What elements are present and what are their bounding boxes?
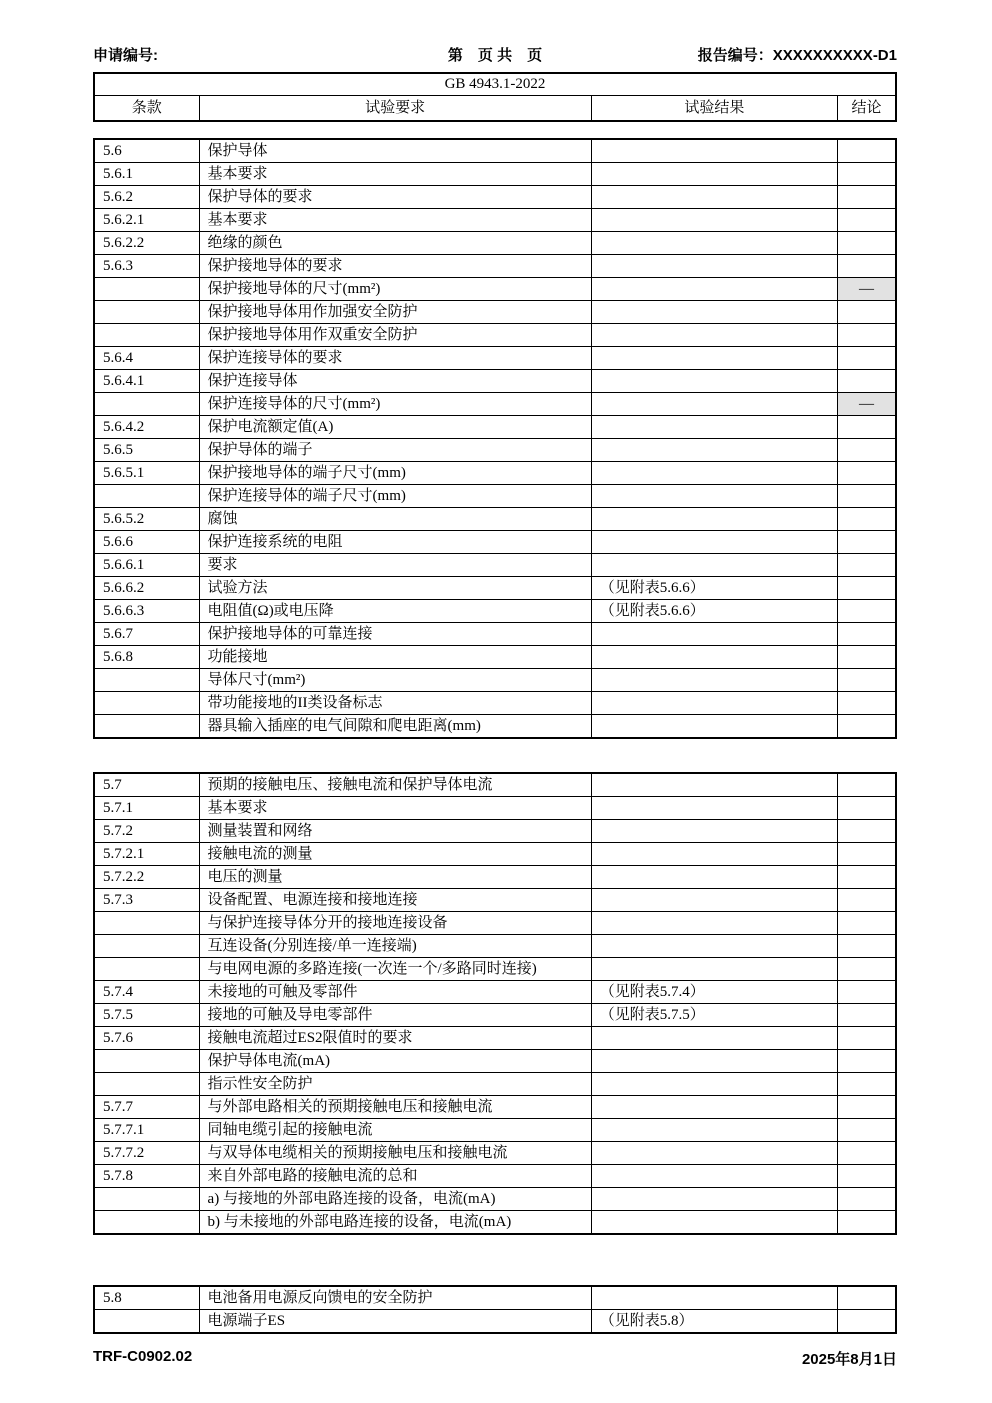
requirement-cell: 导体尺寸(mm²)	[199, 669, 591, 692]
clause-cell: 5.6.2	[94, 186, 199, 209]
verdict-cell: —	[837, 278, 896, 301]
clause-cell: 5.6.2.2	[94, 232, 199, 255]
clause-cell: 5.6	[94, 139, 199, 163]
table-row	[94, 163, 896, 186]
result-cell	[591, 163, 837, 186]
clause-cell	[94, 1211, 199, 1235]
clause-cell: 5.6.6	[94, 531, 199, 554]
verdict-cell	[837, 347, 896, 370]
application-number-label: 申请编号:	[93, 44, 158, 65]
requirement-cell: 电压的测量	[199, 866, 591, 889]
result-cell	[591, 1027, 837, 1050]
verdict-cell	[837, 1004, 896, 1027]
requirement-cell: 腐蚀	[199, 508, 591, 531]
result-cell	[591, 958, 837, 981]
table-row	[94, 1004, 896, 1027]
clause-cell: 5.6.4.2	[94, 416, 199, 439]
requirement-cell: 接触电流超过ES2限值时的要求	[199, 1027, 591, 1050]
result-cell	[591, 1142, 837, 1165]
table-row	[94, 1310, 896, 1334]
table-row	[94, 1286, 896, 1310]
verdict-cell	[837, 958, 896, 981]
result-cell	[591, 1286, 837, 1310]
table-header-block	[93, 72, 897, 122]
table-row	[94, 439, 896, 462]
result-cell	[591, 669, 837, 692]
table-row	[94, 935, 896, 958]
verdict-cell	[837, 163, 896, 186]
table-row	[94, 508, 896, 531]
result-cell	[591, 301, 837, 324]
requirement-cell: 与电网电源的多路连接(一次连一个/多路同时连接)	[199, 958, 591, 981]
requirement-cell: 器具输入插座的电气间隙和爬电距离(mm)	[199, 715, 591, 739]
clause-cell: 5.6.6.3	[94, 600, 199, 623]
requirement-cell: 绝缘的颜色	[199, 232, 591, 255]
table-row	[94, 416, 896, 439]
requirement-cell: 保护连接导体	[199, 370, 591, 393]
table-row	[94, 669, 896, 692]
clause-cell: 5.7.8	[94, 1165, 199, 1188]
verdict-cell	[837, 1286, 896, 1310]
result-cell	[591, 1073, 837, 1096]
requirement-cell: 与外部电路相关的预期接触电压和接触电流	[199, 1096, 591, 1119]
verdict-cell	[837, 600, 896, 623]
result-cell	[591, 1119, 837, 1142]
table-row	[94, 600, 896, 623]
requirement-cell: 与双导体电缆相关的预期接触电压和接触电流	[199, 1142, 591, 1165]
clause-cell	[94, 715, 199, 739]
table-row	[94, 623, 896, 646]
clause-cell	[94, 692, 199, 715]
table-row	[94, 255, 896, 278]
requirement-cell: 保护导体	[199, 139, 591, 163]
result-cell	[591, 347, 837, 370]
requirement-cell: 测量装置和网络	[199, 820, 591, 843]
requirement-cell: 接地的可触及导电零部件	[199, 1004, 591, 1027]
result-cell: （见附表5.8）	[591, 1310, 837, 1334]
result-cell	[591, 692, 837, 715]
table-row	[94, 889, 896, 912]
verdict-cell	[837, 255, 896, 278]
table-row	[94, 843, 896, 866]
clause-cell: 5.8	[94, 1286, 199, 1310]
clause-cell: 5.6.5	[94, 439, 199, 462]
clause-cell	[94, 485, 199, 508]
requirement-cell: 保护接地导体用作加强安全防护	[199, 301, 591, 324]
table-row	[94, 1165, 896, 1188]
verdict-cell	[837, 324, 896, 347]
table-row	[94, 1027, 896, 1050]
verdict-cell	[837, 416, 896, 439]
clause-cell: 5.6.4	[94, 347, 199, 370]
verdict-cell	[837, 912, 896, 935]
verdict-cell	[837, 186, 896, 209]
verdict-cell	[837, 139, 896, 163]
requirement-cell: 保护连接导体的要求	[199, 347, 591, 370]
result-cell	[591, 416, 837, 439]
verdict-cell: —	[837, 393, 896, 416]
clause-cell	[94, 393, 199, 416]
result-cell	[591, 646, 837, 669]
clause-cell: 5.6.4.1	[94, 370, 199, 393]
verdict-cell	[837, 462, 896, 485]
table-row	[94, 692, 896, 715]
requirement-cell: 电阻值(Ω)或电压降	[199, 600, 591, 623]
report-date: 2025年8月1日	[801, 1351, 897, 1368]
requirement-cell: 与保护连接导体分开的接地连接设备	[199, 912, 591, 935]
result-cell	[591, 1211, 837, 1235]
requirement-cell: 要求	[199, 554, 591, 577]
table-row	[94, 139, 896, 163]
result-cell	[591, 508, 837, 531]
section-table-5-8	[93, 1285, 897, 1334]
table-row	[94, 301, 896, 324]
clause-cell: 5.6.3	[94, 255, 199, 278]
table-row	[94, 209, 896, 232]
clause-cell: 5.7.7.1	[94, 1119, 199, 1142]
result-cell	[591, 278, 837, 301]
result-cell	[591, 209, 837, 232]
requirement-cell: 基本要求	[199, 209, 591, 232]
requirement-cell: 预期的接触电压、接触电流和保护导体电流	[199, 773, 591, 797]
result-cell	[591, 843, 837, 866]
table-row	[94, 1142, 896, 1165]
result-cell	[591, 186, 837, 209]
result-cell	[591, 232, 837, 255]
clause-cell	[94, 301, 199, 324]
verdict-cell	[837, 1142, 896, 1165]
result-cell	[591, 797, 837, 820]
requirement-cell: 保护接地导体的要求	[199, 255, 591, 278]
verdict-cell	[837, 1165, 896, 1188]
result-cell	[591, 623, 837, 646]
clause-cell: 5.7.6	[94, 1027, 199, 1050]
clause-cell	[94, 324, 199, 347]
table-row	[94, 186, 896, 209]
clause-cell: 5.7.3	[94, 889, 199, 912]
requirement-cell: 保护接地导体的可靠连接	[199, 623, 591, 646]
page-footer	[93, 1348, 897, 1369]
requirement-cell: 保护连接系统的电阻	[199, 531, 591, 554]
result-cell	[591, 1165, 837, 1188]
table-row	[94, 1211, 896, 1235]
result-cell	[591, 820, 837, 843]
clause-cell: 5.7.2.2	[94, 866, 199, 889]
clause-cell	[94, 912, 199, 935]
clause-cell: 5.6.5.1	[94, 462, 199, 485]
requirement-cell: 试验方法	[199, 577, 591, 600]
column-header-verdict: 结论	[837, 96, 896, 122]
verdict-cell	[837, 692, 896, 715]
table-row	[94, 278, 896, 301]
clause-cell: 5.6.6.2	[94, 577, 199, 600]
requirement-cell: 指示性安全防护	[199, 1073, 591, 1096]
requirement-cell: 保护导体的端子	[199, 439, 591, 462]
table-row	[94, 1188, 896, 1211]
verdict-cell	[837, 508, 896, 531]
clause-cell: 5.7.5	[94, 1004, 199, 1027]
clause-cell: 5.7.1	[94, 797, 199, 820]
table-row	[94, 981, 896, 1004]
table-row	[94, 370, 896, 393]
requirement-cell: 未接地的可触及零部件	[199, 981, 591, 1004]
result-cell: （见附表5.6.6）	[591, 600, 837, 623]
result-cell	[591, 139, 837, 163]
result-cell	[591, 485, 837, 508]
verdict-cell	[837, 1119, 896, 1142]
table-row	[94, 1050, 896, 1073]
result-cell	[591, 773, 837, 797]
verdict-cell	[837, 485, 896, 508]
requirement-cell: 保护接地导体的尺寸(mm²)	[199, 278, 591, 301]
column-header-clause: 条款	[94, 96, 199, 122]
result-cell: （见附表5.6.6）	[591, 577, 837, 600]
result-cell	[591, 393, 837, 416]
requirement-cell: 保护接地导体的端子尺寸(mm)	[199, 462, 591, 485]
column-header-result: 试验结果	[591, 96, 837, 122]
verdict-cell	[837, 1073, 896, 1096]
table-row	[94, 797, 896, 820]
requirement-cell: 保护导体电流(mA)	[199, 1050, 591, 1073]
clause-cell: 5.6.1	[94, 163, 199, 186]
table-row	[94, 912, 896, 935]
clause-cell	[94, 935, 199, 958]
column-header-row	[94, 96, 896, 122]
verdict-cell	[837, 715, 896, 739]
table-row	[94, 820, 896, 843]
clause-cell: 5.6.2.1	[94, 209, 199, 232]
clause-cell: 5.6.8	[94, 646, 199, 669]
verdict-cell	[837, 623, 896, 646]
result-cell	[591, 462, 837, 485]
requirement-cell: 保护导体的要求	[199, 186, 591, 209]
requirement-cell: 基本要求	[199, 797, 591, 820]
result-cell	[591, 935, 837, 958]
table-row	[94, 715, 896, 739]
verdict-cell	[837, 531, 896, 554]
requirement-cell: 电源端子ES	[199, 1310, 591, 1334]
result-cell	[591, 255, 837, 278]
verdict-cell	[837, 820, 896, 843]
verdict-cell	[837, 370, 896, 393]
clause-cell: 5.6.6.1	[94, 554, 199, 577]
table-row	[94, 866, 896, 889]
result-cell	[591, 912, 837, 935]
result-cell	[591, 370, 837, 393]
clause-cell: 5.6.7	[94, 623, 199, 646]
table-row	[94, 646, 896, 669]
requirement-cell: 同轴电缆引起的接触电流	[199, 1119, 591, 1142]
result-cell	[591, 554, 837, 577]
verdict-cell	[837, 1211, 896, 1235]
requirement-cell: 保护连接导体的尺寸(mm²)	[199, 393, 591, 416]
result-cell	[591, 1050, 837, 1073]
verdict-cell	[837, 1050, 896, 1073]
table-row	[94, 577, 896, 600]
clause-cell	[94, 958, 199, 981]
table-row	[94, 958, 896, 981]
requirement-cell: b) 与未接地的外部电路连接的设备，电流(mA)	[199, 1211, 591, 1235]
standard-title: GB 4943.1-2022	[94, 73, 896, 96]
section-table-5-7	[93, 772, 897, 1235]
section-table-5-6	[93, 138, 897, 739]
page-number-label: 第 页 共 页	[447, 47, 543, 64]
clause-cell	[94, 1188, 199, 1211]
clause-cell: 5.7	[94, 773, 199, 797]
table-row	[94, 1096, 896, 1119]
requirement-cell: a) 与接地的外部电路连接的设备，电流(mA)	[199, 1188, 591, 1211]
requirement-cell: 来自外部电路的接触电流的总和	[199, 1165, 591, 1188]
clause-cell: 5.7.7	[94, 1096, 199, 1119]
clause-cell	[94, 278, 199, 301]
requirement-cell: 保护接地导体用作双重安全防护	[199, 324, 591, 347]
result-cell: （见附表5.7.4）	[591, 981, 837, 1004]
requirement-cell: 互连设备(分别连接/单一连接端)	[199, 935, 591, 958]
requirement-cell: 带功能接地的II类设备标志	[199, 692, 591, 715]
table-row	[94, 324, 896, 347]
clause-cell	[94, 669, 199, 692]
result-cell	[591, 531, 837, 554]
clause-cell: 5.6.5.2	[94, 508, 199, 531]
verdict-cell	[837, 797, 896, 820]
clause-cell: 5.7.7.2	[94, 1142, 199, 1165]
page-top-header	[93, 44, 897, 65]
clause-cell: 5.7.4	[94, 981, 199, 1004]
requirement-cell: 保护连接导体的端子尺寸(mm)	[199, 485, 591, 508]
result-cell: （见附表5.7.5）	[591, 1004, 837, 1027]
requirement-cell: 基本要求	[199, 163, 591, 186]
requirement-cell: 电池备用电源反向馈电的安全防护	[199, 1286, 591, 1310]
clause-cell	[94, 1073, 199, 1096]
clause-cell: 5.7.2	[94, 820, 199, 843]
column-header-requirement: 试验要求	[199, 96, 591, 122]
verdict-cell	[837, 554, 896, 577]
requirement-cell: 功能接地	[199, 646, 591, 669]
standard-row	[94, 73, 896, 96]
result-cell	[591, 324, 837, 347]
table-row	[94, 531, 896, 554]
table-row	[94, 462, 896, 485]
requirement-cell: 设备配置、电源连接和接地连接	[199, 889, 591, 912]
clause-cell: 5.7.2.1	[94, 843, 199, 866]
requirement-cell: 保护电流额定值(A)	[199, 416, 591, 439]
document-code: TRF-C0902.02	[93, 1348, 193, 1365]
result-cell	[591, 1188, 837, 1211]
result-cell	[591, 889, 837, 912]
verdict-cell	[837, 1310, 896, 1334]
verdict-cell	[837, 232, 896, 255]
verdict-cell	[837, 1027, 896, 1050]
verdict-cell	[837, 1188, 896, 1211]
result-cell	[591, 439, 837, 462]
clause-cell	[94, 1050, 199, 1073]
table-row	[94, 393, 896, 416]
verdict-cell	[837, 577, 896, 600]
result-cell	[591, 866, 837, 889]
clause-cell	[94, 1310, 199, 1334]
verdict-cell	[837, 209, 896, 232]
verdict-cell	[837, 301, 896, 324]
verdict-cell	[837, 439, 896, 462]
table-row	[94, 1073, 896, 1096]
verdict-cell	[837, 669, 896, 692]
table-row	[94, 1119, 896, 1142]
table-row	[94, 554, 896, 577]
verdict-cell	[837, 1096, 896, 1119]
requirement-cell: 接触电流的测量	[199, 843, 591, 866]
verdict-cell	[837, 935, 896, 958]
table-row	[94, 232, 896, 255]
report-number-label: 报告编号：XXXXXXXXXX-D1	[698, 44, 897, 65]
verdict-cell	[837, 646, 896, 669]
verdict-cell	[837, 981, 896, 1004]
table-row	[94, 485, 896, 508]
result-cell	[591, 1096, 837, 1119]
verdict-cell	[837, 889, 896, 912]
verdict-cell	[837, 866, 896, 889]
verdict-cell	[837, 773, 896, 797]
result-cell	[591, 715, 837, 739]
table-row	[94, 773, 896, 797]
table-row	[94, 347, 896, 370]
verdict-cell	[837, 843, 896, 866]
